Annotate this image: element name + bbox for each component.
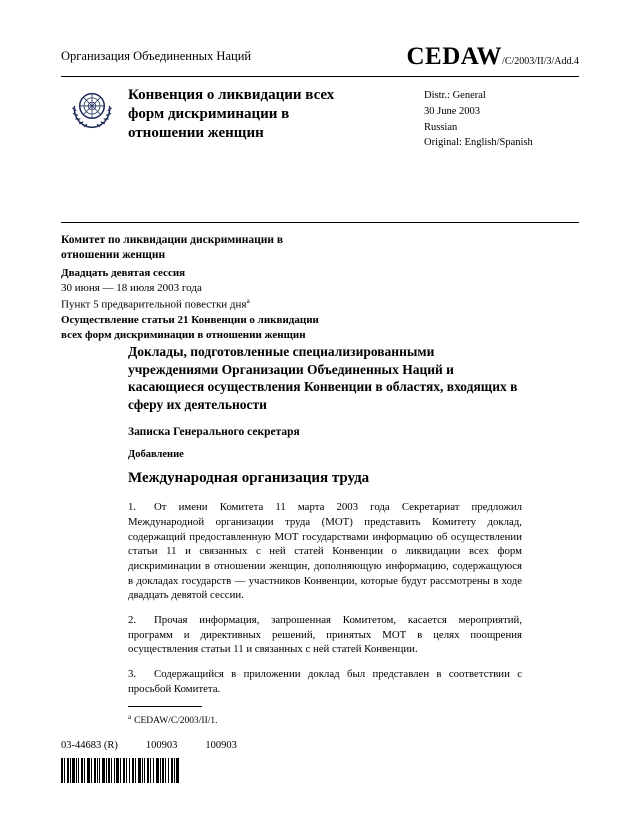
paragraph-number: 3. xyxy=(128,667,137,680)
header-rule xyxy=(61,76,579,77)
un-emblem-icon xyxy=(69,86,115,132)
convention-title: Конвенция о ликвидации всех форм дискриминации в отношении женщин xyxy=(128,87,335,142)
agenda-item-text: Пункт 5 предварительной повестки дня xyxy=(61,299,247,312)
paragraph-number: 1. xyxy=(128,501,137,514)
document-body xyxy=(128,343,522,696)
note-by-secretary-general: Записка Генерального секретаря xyxy=(128,426,300,439)
agenda-item xyxy=(61,296,341,312)
paragraph-text: Прочая информация, запрошенная Комитетом, касается мероприятий, программ и директивных решений, принятых МОТ в целях поощрения осуществления статьи 11 и связанных с ней статей Конвенции. xyxy=(128,613,522,656)
footnote-rule xyxy=(128,706,202,707)
session-title: Двадцать девятая сессия xyxy=(61,266,186,279)
paragraph-2 xyxy=(128,613,522,657)
paragraph-text: Содержащийся в приложении доклад был представлен в соответствии с просьбой Комитета. xyxy=(128,667,522,695)
footnote-block xyxy=(128,706,218,726)
agenda-footnote-ref: a xyxy=(246,296,250,306)
document-symbol-main: CEDAW xyxy=(406,43,503,70)
distribution-block xyxy=(424,88,533,151)
agenda-subject: Осуществление статьи 21 Конвенции о ликвидации всех форм дискриминации в отношении женщин xyxy=(61,314,319,341)
language-line: Russian xyxy=(424,121,458,133)
barcode xyxy=(61,758,237,783)
document-title: Доклады, подготовленные специализированными учреждениями Организации Объединенных Наций и касающиеся осуществления Конвенции в областях, входящих в сферу их деятельности xyxy=(128,344,518,412)
paragraph-3 xyxy=(128,667,522,696)
footer-identifiers xyxy=(61,740,237,751)
paragraph-text: От имени Комитета 11 марта 2003 года Секретариат предложил Международной организации труда (МОТ) представить Комитету доклад, содержащий предоставленную МОТ государствами информацию об осуществлении статьи 11 и связанных с ней статей Конвенции о ликвидации всех форм дискриминации в отношении женщин, дополняющую информацию, содержащуюся в докладах государств — участников Конвенции, которые будут рассмотрены в ходе двадцать девятой сессии. xyxy=(128,501,522,602)
date-line: 30 June 2003 xyxy=(424,105,480,117)
footnote-ref: a xyxy=(128,713,132,721)
page-footer xyxy=(61,740,237,783)
footer-code-2: 100903 xyxy=(205,740,237,751)
session-dates: 30 июня — 18 июля 2003 года xyxy=(61,282,202,295)
footer-code-1: 100903 xyxy=(145,740,178,751)
document-symbol-suffix: /C/2003/II/3/Add.4 xyxy=(502,56,579,67)
addendum-label: Добавление xyxy=(128,449,184,461)
paragraph-1 xyxy=(128,500,522,603)
masthead-rule xyxy=(61,222,579,223)
paragraph-number: 2. xyxy=(128,613,137,626)
footnote-text: CEDAW/C/2003/II/1. xyxy=(134,716,218,727)
section-heading: Международная организация труда xyxy=(128,470,370,487)
job-number: 03-44683 (R) xyxy=(61,740,118,751)
distr-line: Distr.: General xyxy=(424,90,486,101)
organization-name: Организация Объединенных Наций xyxy=(61,49,252,63)
committee-name: Комитет по ликвидации дискриминации в отношении женщин xyxy=(61,234,284,261)
footnote xyxy=(128,713,218,726)
document-symbol xyxy=(406,44,579,69)
committee-block xyxy=(61,233,341,342)
header-row xyxy=(61,44,579,69)
original-language-line: Original: English/Spanish xyxy=(424,137,533,149)
